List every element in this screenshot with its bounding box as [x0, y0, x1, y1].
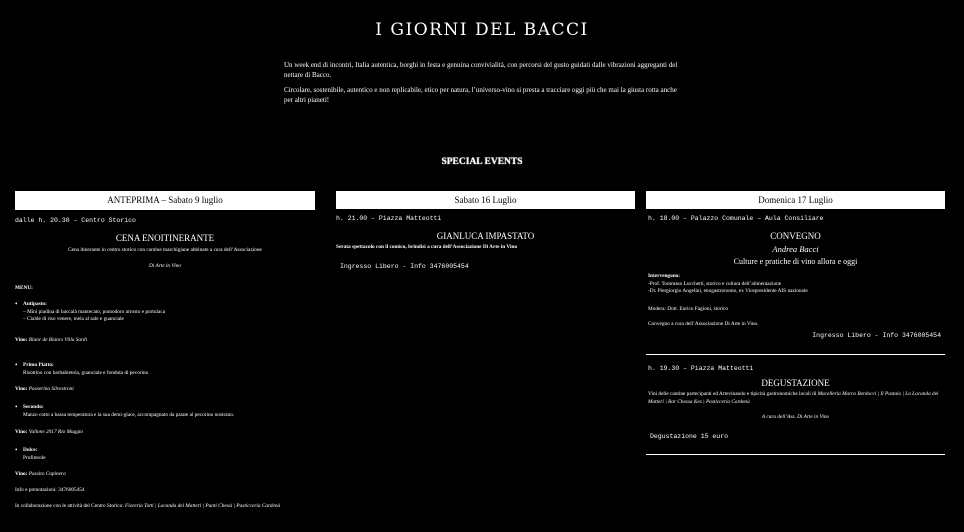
collaboration-note	[15, 503, 305, 511]
wine-pairing	[15, 386, 74, 394]
convegno-organizer: Convegno a cura dell’Associazione Di Arte in Vino.	[648, 321, 759, 327]
event-subtitle: Culture e pratiche di vino allora e oggi	[733, 257, 858, 266]
column-header-domenica: Domenica 17 Luglio	[646, 191, 945, 209]
divider	[646, 354, 945, 355]
wine-name: Passito Capinera	[28, 471, 66, 477]
speakers-list	[648, 273, 945, 296]
event-time: dalle h. 20.30 – Centro Storico	[15, 217, 136, 224]
special-events-heading: SPECIAL EVENTS	[441, 157, 523, 167]
intro-paragraph-1: Un week end di incontri, Italia autentica, borghi in festa e genuina convivialità, con percorsi del gusto guidati dalle vibrazioni aggreganti del nettare di Bacco.	[284, 61, 678, 79]
wine-name: Blanc de Blancs Villa Sardi	[28, 337, 88, 343]
event-column-anteprima	[15, 191, 315, 509]
page-title: I GIORNI DEL BACCI	[375, 20, 589, 40]
moderator: Modera: Dott. Enrico Fagioni, storico	[648, 306, 729, 312]
event-title: CONVEGNO	[770, 231, 821, 241]
collaboration-prefix: In collaborazione con le attività del Centro Storico:	[15, 503, 124, 509]
wine-pairing	[15, 429, 83, 437]
event-title: DEGUSTAZIONE	[761, 378, 830, 388]
menu-item-primo	[15, 362, 315, 377]
event-description-names: Macelleria Marco Berdocci | Il Pastaio | La Locanda dei Matteri | Bar Chessa Kes | Pasticceria Cardenà	[648, 391, 939, 405]
course-label: • Secondo:	[23, 404, 44, 410]
event-column-domenica	[646, 191, 945, 440]
event-description: Serata spettacolo con il comico, brindisi a cura dell’Associazione Di Arte in Vino	[336, 244, 518, 250]
course-label: • Antipasto:	[23, 301, 47, 307]
wine-name: Vallone 2017 Rio Maggio	[28, 429, 84, 435]
wine-pairing	[15, 471, 66, 479]
wine-pairing	[15, 337, 87, 345]
menu-list-primo	[15, 362, 315, 377]
wine-label: Vino:	[15, 471, 28, 477]
event-description	[648, 391, 944, 406]
menu-list-antipasto	[15, 301, 315, 324]
menu-list-dolce	[15, 447, 315, 462]
wine-label: Vino:	[15, 386, 28, 392]
degustazione-price: Degustazione 15 euro	[650, 433, 729, 440]
intro-paragraph-2: Circolare, sostenibile, autentico e non replicabile, etico per natura, l’universo-vino si presta a tracciare oggi più che mai la giusta rotta anche per altri pianeti!	[284, 86, 677, 104]
menu-label: MENU:	[15, 285, 33, 291]
course-dish: – Cialde di riso venere, mela al sale e guanciale	[23, 316, 124, 322]
info-contact: Info e prenotazioni: 3476005454	[15, 487, 85, 493]
ingresso-info: Ingresso Libero - Info 3476005454	[340, 263, 469, 270]
event-description-prefix: Vini delle cantine partecipanti ed Artevinando e tipicità gastronomiche locali di	[648, 391, 817, 397]
column-header-sabato: Sabato 16 Luglio	[336, 191, 635, 209]
course-label: • Primo Piatto:	[23, 362, 54, 368]
course-dish: Profiterole	[23, 454, 46, 461]
degustazione-organizer: A cura dell’Ass. Di Arte in Vino	[761, 414, 830, 420]
menu-item-dolce	[15, 447, 315, 462]
event-speaker: Andrea Bacci	[772, 244, 819, 254]
wine-label: Vino:	[15, 337, 28, 343]
event-time: h. 19.30 – Piazza Matteotti	[648, 365, 754, 372]
course-label: • Dolce:	[23, 447, 38, 453]
event-time: h. 18.00 – Palazzo Comunale – Aula Consiliare	[648, 215, 824, 222]
collaboration-names: Fioreria Totti | Locanda dei Matteri | Punti Chessi | Pasticceria Cardenà	[125, 503, 281, 509]
ingresso-info: Ingresso Libero - Info 3476005454	[812, 332, 941, 339]
event-column-sabato	[336, 191, 635, 270]
event-time: h. 21.00 – Piazza Matteotti	[336, 215, 442, 222]
divider	[646, 454, 945, 455]
event-description: Cena itinerante in centro storico con cantine marchigiane abbinate a cura dell’Associazione	[68, 247, 262, 253]
event-organizer: Di Arte in Vino	[148, 263, 182, 269]
event-title: GIANLUCA IMPASTATO	[436, 231, 535, 241]
wine-name: Passerina Silvestroni	[28, 386, 74, 392]
course-dish: – Mini piadina di baccalà mantecato, pomodoro arrosto e portulaca	[23, 308, 166, 315]
event-title: CENA ENOITINERANTE	[115, 233, 215, 243]
course-dish: Manzo cotto a bassa temperatura e la sua demi-glace, accompagnato da patate al pecorino nostrano.	[23, 411, 235, 418]
column-header-anteprima: ANTEPRIMA – Sabato 9 luglio	[15, 191, 315, 210]
speaker-item: -Prof. Tommaso Lucchetti, storico e cultura dell’alimentazione	[648, 280, 782, 287]
menu-list-secondo	[15, 404, 315, 419]
menu-item-antipasto	[15, 301, 315, 324]
course-dish: Risottino con barbabietola, guanciale e fonduta di pecorino	[23, 369, 149, 376]
speaker-item: -Dr. Piergiorgio Angelini, enogastronomo, ex Vicepresidente AIS nazionale	[648, 288, 808, 294]
menu-item-secondo	[15, 404, 315, 419]
intro-text	[284, 61, 680, 111]
speakers-label: Intervengono:	[648, 273, 681, 279]
wine-label: Vino:	[15, 429, 28, 435]
